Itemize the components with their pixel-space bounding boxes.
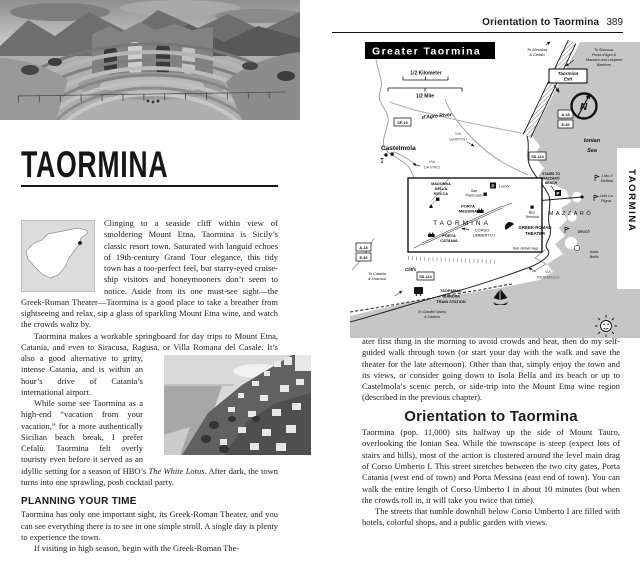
via-garipoli-label-2: GARIPOLI bbox=[449, 137, 467, 142]
vacation-text-a: While some see Taormina as a high-end “vacation from your vacation,” for a more authentically Sicilian beach break, I prefer Cefalù. Taormina felt overly touristy even before it served as an idyllic setting for a season of HBO’s bbox=[21, 398, 149, 476]
taormina-exit-label: Taormina bbox=[557, 71, 579, 76]
map-scale bbox=[388, 77, 462, 92]
san-pancrazio-icon bbox=[484, 193, 487, 196]
scale-mile-label: 1/2 Mile bbox=[415, 93, 435, 100]
madonna-rocca-label-3: ROCCA bbox=[434, 192, 448, 196]
daytrips-text-b: Casale. It’s also a good alternative to gritty, intense Catania, and is within an hour’s drive of Catania’s international airport. bbox=[21, 341, 278, 397]
dagro-river-label: d’Agrò River bbox=[421, 111, 453, 121]
via-garipoli-arrow bbox=[467, 142, 474, 146]
to-messina-arrow bbox=[546, 42, 550, 45]
porta-messina-label: PORTA bbox=[461, 203, 475, 209]
continuation-paragraph: ater first thing in the morning to avoid crowds and heat, then do my self-guided walk through town (or start your day with the walk and save the theater for the late afternoon). Other than that, simply enjoy the town and its views, or consider going down to Isola Bella and its beach or up to Castelmola’s scenic perch, or side-trip into the Mount Etna wine region (described in the previous chapter). bbox=[362, 336, 620, 403]
to-messina-label-2: & Cefalù bbox=[529, 52, 545, 57]
intro-paragraph bbox=[21, 218, 278, 331]
scale-km-label: 1/2 Kilometer bbox=[410, 70, 442, 77]
isola-bella-label: Isola bbox=[589, 249, 599, 254]
ss114-shield-south: SS-114 bbox=[419, 275, 432, 279]
orientation-paragraph-2: The streets that tumble downhill below Corso Umberto I are filled with hotels, colorful shops, and a public garden with views. bbox=[362, 506, 620, 528]
to-catania-label: To Catania bbox=[368, 272, 386, 276]
via-da-vinci-label: VIA bbox=[428, 160, 436, 164]
corso-umberto-label-2: UMBERTO I bbox=[472, 232, 496, 238]
chapter-title: TAORMINA bbox=[21, 144, 169, 185]
e45-shield: E-45 bbox=[561, 123, 570, 127]
greek-theater-photo bbox=[0, 0, 300, 120]
castelmola-label: Castelmola bbox=[381, 145, 416, 152]
castelmola-dot bbox=[384, 153, 387, 156]
lido-delfino-label: Lido Il bbox=[601, 173, 613, 178]
compass-n: N bbox=[580, 102, 588, 113]
to-siracusa-label-4: Beaches bbox=[597, 63, 611, 67]
sp10-shield: SP-10 bbox=[397, 121, 408, 125]
porta-catania-label: PORTA bbox=[442, 233, 456, 238]
via-garipoli-label: VIA bbox=[454, 132, 462, 136]
train-station-label-3: TRAIN STATION bbox=[436, 299, 466, 304]
greek-theater-label: GREEK-ROMAN bbox=[518, 225, 552, 230]
to-siracusa-label: To Siracusa, bbox=[594, 48, 614, 52]
vacation-text-b: . After dark, the town turns into one sprawling, posh cocktail party. bbox=[21, 465, 278, 487]
beach-label: Beach bbox=[578, 229, 590, 234]
lumbi-parking-p: P bbox=[491, 183, 495, 189]
orientation-paragraph-1: Taormina (pop. 11,000) sits halfway up the side of Mount Tauro, overlooking the Ionian Sea. While the townscape is steep (expect lots of stairs and hills), most of the action is clustered around the level main drag of Corso Umberto I. This street stretches between the two city gates, Porta Catania (west end of town) and Porta Messina (east end of town). You can walk the entire length of Corso Umberto I in about 10 minutes (but when the crowds roll in, it will take you twice that time). bbox=[362, 427, 620, 505]
gondola-beach-station-dot bbox=[580, 195, 583, 198]
porta-messina-label-2: MESSINA bbox=[458, 208, 478, 214]
to-siracusa-label-2: Forza d’Agrò & bbox=[592, 53, 616, 57]
see-detail-label: See detail map bbox=[512, 246, 538, 251]
castelmola-sight-icon bbox=[391, 153, 394, 156]
cliffs-hatching bbox=[408, 258, 498, 262]
to-giardini-label-2: & Catania bbox=[424, 315, 440, 319]
to-catania-label-2: & Siracusa bbox=[368, 277, 386, 281]
right-page-body bbox=[362, 336, 620, 529]
e45-shield-west: E-45 bbox=[359, 256, 368, 260]
lido-pigna-label: Lido La bbox=[599, 193, 613, 198]
header-rule bbox=[332, 32, 623, 33]
greek-theater-label-2: THEATER bbox=[525, 231, 545, 236]
sicily-outline bbox=[26, 228, 88, 278]
lido-pigna-label-2: Pigna bbox=[600, 198, 612, 203]
planning-paragraph-1: Taormina has only one important sight, its Greek-Roman Theater, and you can see everything there is to see in one simple stroll. A single day is plenty to experience the town. bbox=[21, 509, 278, 542]
sicily-locator-map bbox=[21, 220, 95, 292]
corso-umberto-label: CORSO bbox=[474, 227, 490, 233]
left-page-body bbox=[21, 218, 278, 554]
planning-paragraph-2: If visiting in high season, begin with the Greek-Roman The- bbox=[34, 543, 240, 553]
daytrips-text-a: Taormina makes a workable springboard for day trips to Mount Etna, Catania, and even to Siracusa, Ragusa, or Villa Romana del bbox=[21, 330, 278, 352]
mazzaro-parking-p: P bbox=[556, 190, 560, 196]
isola-bella-label-2: Bella bbox=[589, 254, 599, 259]
via-pirandello-label: VIA bbox=[545, 270, 551, 274]
planning-heading: PLANNING YOUR TIME bbox=[21, 496, 137, 507]
lido-delfino-label-2: Delfino bbox=[600, 178, 614, 183]
madonna-rocca-label: MADONNA bbox=[431, 182, 451, 186]
san-pancrazio-label-2: Pancrazio bbox=[465, 193, 483, 198]
train-station-label-2: GIARDINI bbox=[442, 293, 460, 299]
taormina-exit-label-2: Exit bbox=[563, 76, 573, 82]
castelmola-church-icon bbox=[381, 158, 384, 163]
madonna-rocca-label-2: DELLA bbox=[434, 187, 448, 191]
orientation-heading: Orientation to Taormina bbox=[404, 407, 578, 425]
isola-bella-island bbox=[574, 245, 579, 250]
train-station-label: TAORMINA- bbox=[440, 288, 462, 293]
page-header bbox=[482, 17, 623, 28]
madonna-rocca-icon bbox=[436, 198, 439, 201]
mazzaro-label: MAZZARÒ bbox=[548, 211, 594, 217]
daytrips-paragraph bbox=[21, 331, 278, 399]
intro-text: Clinging to a seaside cliff within view of smoldering Mount Etna, Taormina is Sicily’s classic resort town. Saturated with languid echoes of 19th-century Grand Tour elegance, this tidy town has a too-perfect feel, but starry-eyed cruise-ship visitors and honeymooners don’t seem to notice. Aside from its one must-see sight—the Greek-Roman Theater—Taormina is a good place to take a breather from sightseeing and relax, sip a glass of sparkling Mount Etna wine, and watch the crowds waltz by. bbox=[21, 218, 278, 330]
stairs-label: STAIRS TO bbox=[542, 172, 560, 176]
lumbi-label: Lumbi bbox=[499, 184, 510, 189]
chapter-side-tab: TAORMINA bbox=[620, 157, 637, 245]
a18-shield-west: A-18 bbox=[359, 246, 368, 250]
white-lotus-title: The White Lotus bbox=[148, 465, 205, 476]
taormina-location-dot bbox=[78, 241, 82, 245]
via-da-vinci-arrow bbox=[413, 164, 420, 166]
running-head: Orientation to Taormina bbox=[482, 17, 600, 28]
ionian-sea-label-2: Sea bbox=[587, 148, 597, 154]
cliffs-label: Cliffs bbox=[405, 267, 417, 272]
ionian-sea-label: Ionian bbox=[583, 138, 601, 144]
to-giardini-label: To Giardini Naxos bbox=[417, 310, 447, 314]
ss114-shield-north: SS-114 bbox=[531, 155, 544, 159]
page-number: 389 bbox=[606, 17, 623, 28]
taormina-view-photo bbox=[151, 355, 298, 455]
via-da-vinci-label-2: DA VINCI bbox=[423, 165, 441, 170]
a18-shield: A-18 bbox=[561, 113, 570, 117]
train-station-icon bbox=[414, 287, 423, 296]
via-pirandello-label-2: PIRANDELLO bbox=[536, 275, 560, 280]
to-messina-label: To Messina bbox=[526, 47, 548, 52]
bus-terminal-label: Bus bbox=[528, 210, 536, 215]
stairs-label-3: BEACH bbox=[544, 181, 558, 185]
bus-terminal-icon bbox=[531, 206, 534, 209]
map-title: Greater Taormina bbox=[372, 45, 482, 58]
taormina-town-label: TAORMINA bbox=[433, 220, 491, 227]
greater-taormina-map bbox=[350, 42, 640, 338]
title-rule bbox=[21, 185, 278, 187]
san-pancrazio-label: San bbox=[470, 189, 478, 193]
bus-terminal-label-2: Terminal bbox=[525, 215, 539, 219]
porta-catania-label-2: CATANIA bbox=[440, 238, 458, 243]
via-crocefisso-arrow bbox=[395, 291, 402, 296]
to-siracusa-label-3: Mazzarò and Letojanni bbox=[585, 58, 623, 62]
stairs-label-2: MAZZARÒ bbox=[542, 176, 560, 181]
